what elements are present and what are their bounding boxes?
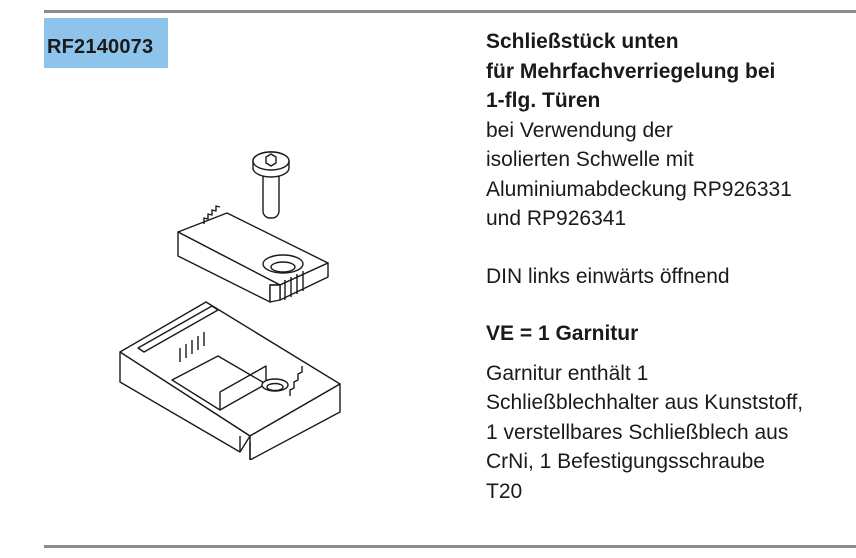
top-divider xyxy=(44,10,856,13)
usage-line-1: bei Verwendung der xyxy=(486,118,673,142)
article-number-badge: RF2140073 xyxy=(44,18,168,68)
screw-drawing xyxy=(253,152,289,218)
contents-line-1: Garnitur enthält 1 xyxy=(486,361,649,385)
bottom-divider xyxy=(44,545,856,548)
spacer xyxy=(486,234,856,262)
striker-plate-drawing xyxy=(178,206,328,302)
spacer xyxy=(486,291,856,319)
product-illustration xyxy=(100,130,360,460)
usage-line-3: Aluminiumabdeckung RP926331 xyxy=(486,177,792,201)
contents-line-4: CrNi, 1 Befestigungsschraube xyxy=(486,450,765,473)
title-line-3: 1-flg. Türen xyxy=(486,89,601,112)
din-text: DIN links einwärts öffnend xyxy=(486,264,730,288)
product-description xyxy=(486,27,856,506)
contents-line-3: 1 verstellbares Schließblech aus xyxy=(486,420,789,444)
title-line-1: Schließstück unten xyxy=(486,30,679,53)
holder-drawing xyxy=(120,302,340,460)
usage-line-2: isolierten Schwelle mit xyxy=(486,148,694,171)
title-line-2: für Mehrfachverriegelung bei xyxy=(486,59,776,83)
spacer xyxy=(486,349,856,359)
contents-line-2: Schließblechhalter aus Kunststoff, xyxy=(486,391,804,414)
contents-line-5: T20 xyxy=(486,479,523,503)
usage-line-4: und RP926341 xyxy=(486,207,627,230)
packaging-unit: VE = 1 Garnitur xyxy=(486,322,639,345)
